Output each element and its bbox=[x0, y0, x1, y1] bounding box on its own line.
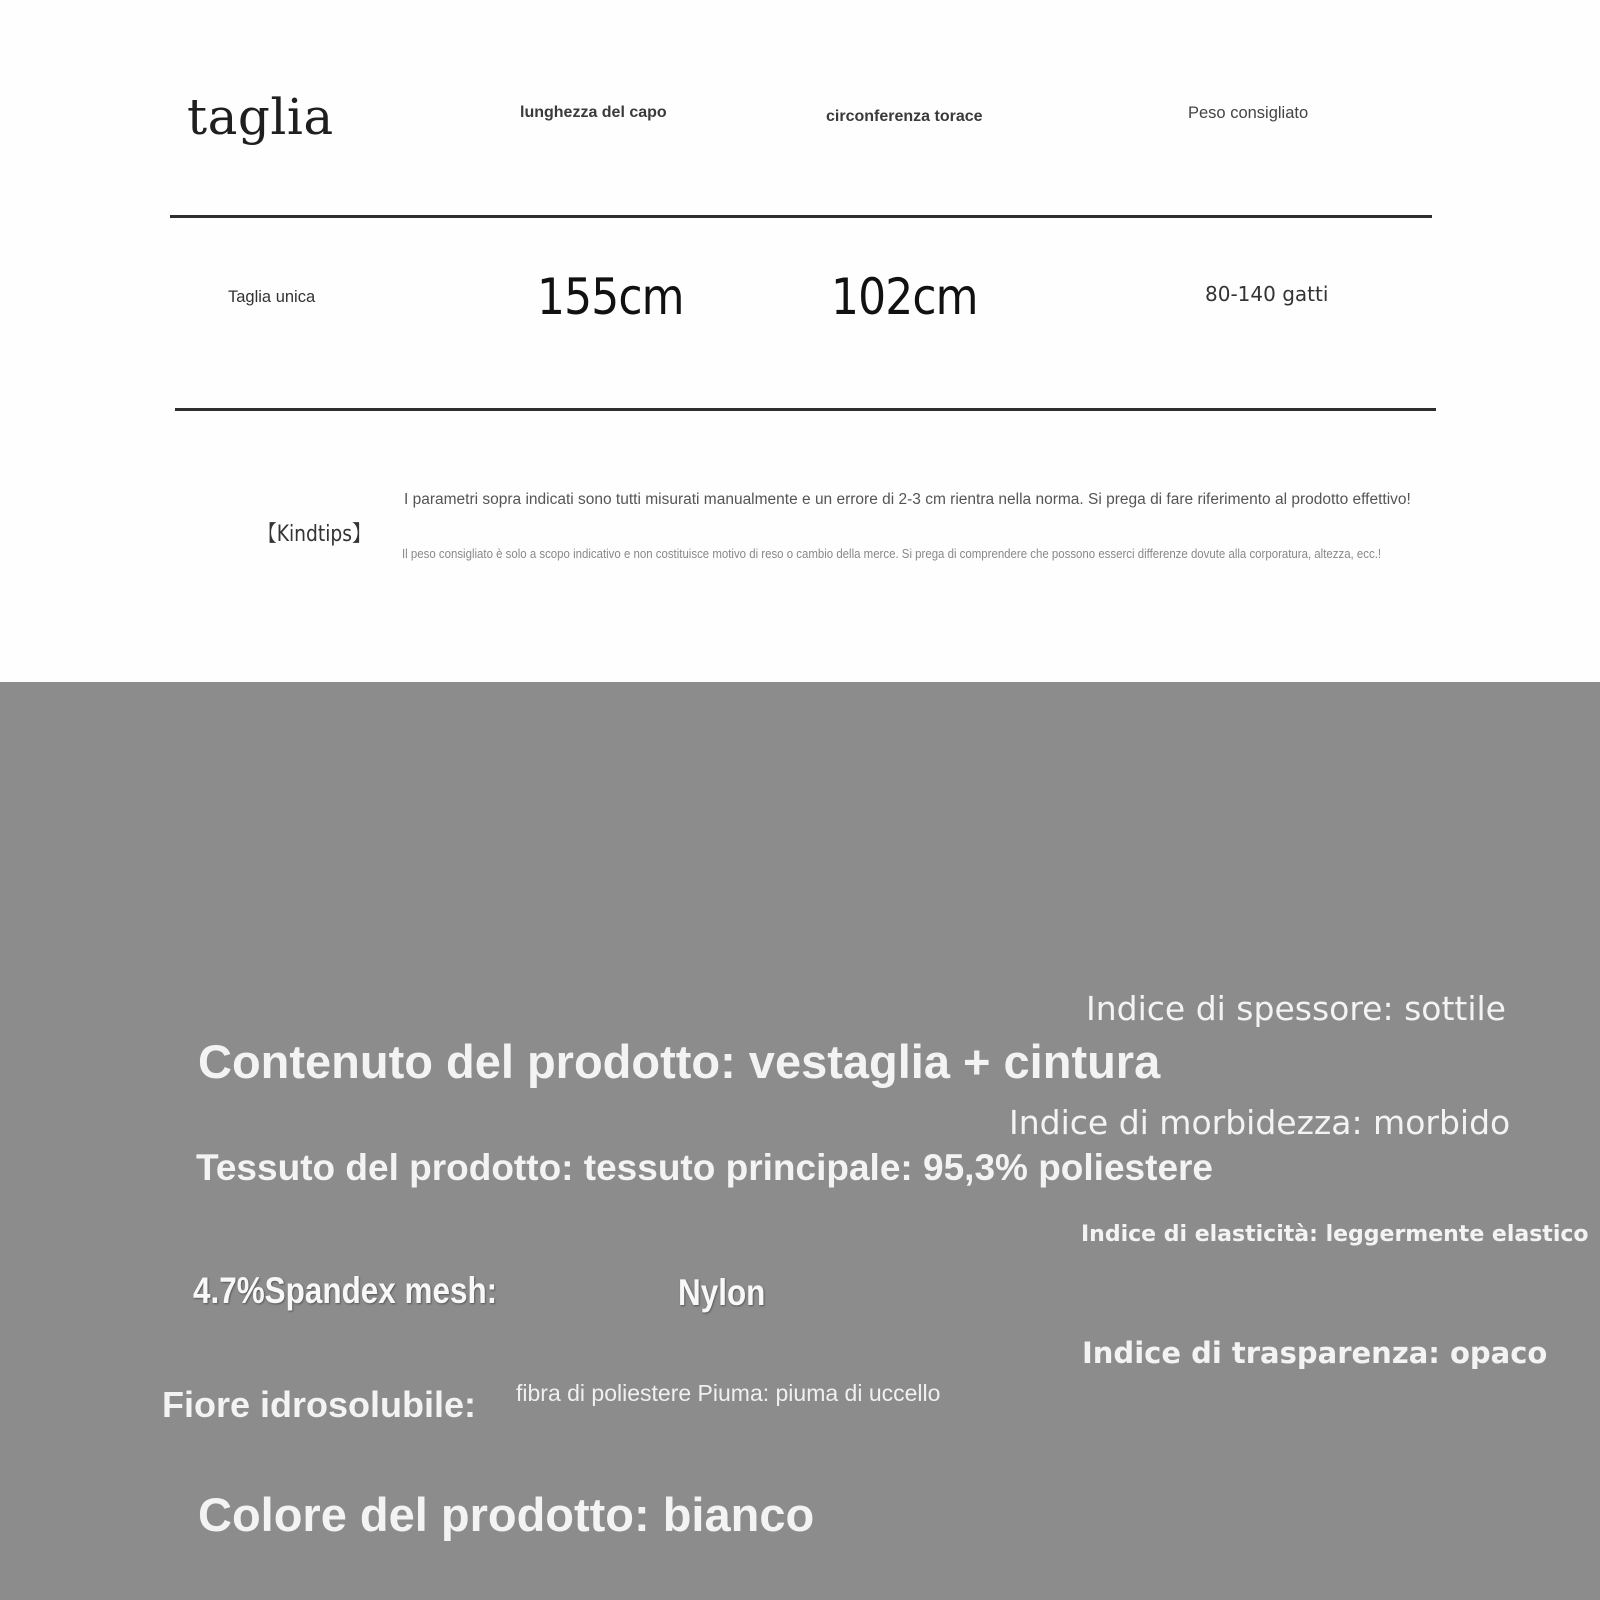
cell-chest-circumference: 102cm bbox=[831, 268, 978, 326]
spec-water-soluble-flower: Fiore idrosolubile: bbox=[162, 1384, 477, 1425]
header-garment-length: lunghezza del capo bbox=[520, 104, 667, 121]
spec-product-color: Colore del prodotto: bianco bbox=[198, 1488, 815, 1541]
size-chart-panel bbox=[0, 0, 1600, 682]
tips-label: 【Kindtips】 bbox=[258, 522, 371, 547]
table-divider-bottom bbox=[175, 408, 1436, 411]
size-chart-title: taglia bbox=[187, 88, 334, 146]
index-elasticity: Indice di elasticità: leggermente elastico bbox=[1081, 1222, 1589, 1247]
cell-recommended-weight: 80-140 gatti bbox=[1205, 282, 1329, 306]
spec-fiber-feather: fibra di poliestere Piuma: piuma di uccello bbox=[516, 1380, 941, 1406]
spec-product-content: Contenuto del prodotto: vestaglia + cintura bbox=[198, 1035, 1161, 1088]
cell-garment-length: 155cm bbox=[537, 268, 684, 326]
cell-size: Taglia unica bbox=[228, 288, 316, 306]
header-chest-circumference: circonferenza torace bbox=[826, 108, 983, 125]
table-divider-top bbox=[170, 215, 1432, 218]
tip-measurement-note: I parametri sopra indicati sono tutti misurati manualmente e un errore di 2-3 cm rientra nella norma. Si prega di fare riferimento al prodotto effettivo! bbox=[404, 491, 1411, 508]
index-thickness: Indice di spessore: sottile bbox=[1086, 989, 1506, 1028]
spec-product-fabric: Tessuto del prodotto: tessuto principale: 95,3% poliestere bbox=[196, 1147, 1213, 1188]
tip-weight-note: Il peso consigliato è solo a scopo indicativo e non costituisce motivo di reso o cambio della merce. Si prega di comprendere che possono esserci differenze dovute alla corporatura, altezza, ecc.! bbox=[402, 546, 1382, 561]
index-softness: Indice di morbidezza: morbido bbox=[1009, 1103, 1511, 1142]
header-recommended-weight: Peso consigliato bbox=[1188, 104, 1309, 122]
spec-nylon: Nylon bbox=[678, 1272, 766, 1313]
index-transparency: Indice di trasparenza: opaco bbox=[1082, 1336, 1548, 1370]
spec-spandex-mesh: 4.7%Spandex mesh: bbox=[193, 1270, 498, 1311]
